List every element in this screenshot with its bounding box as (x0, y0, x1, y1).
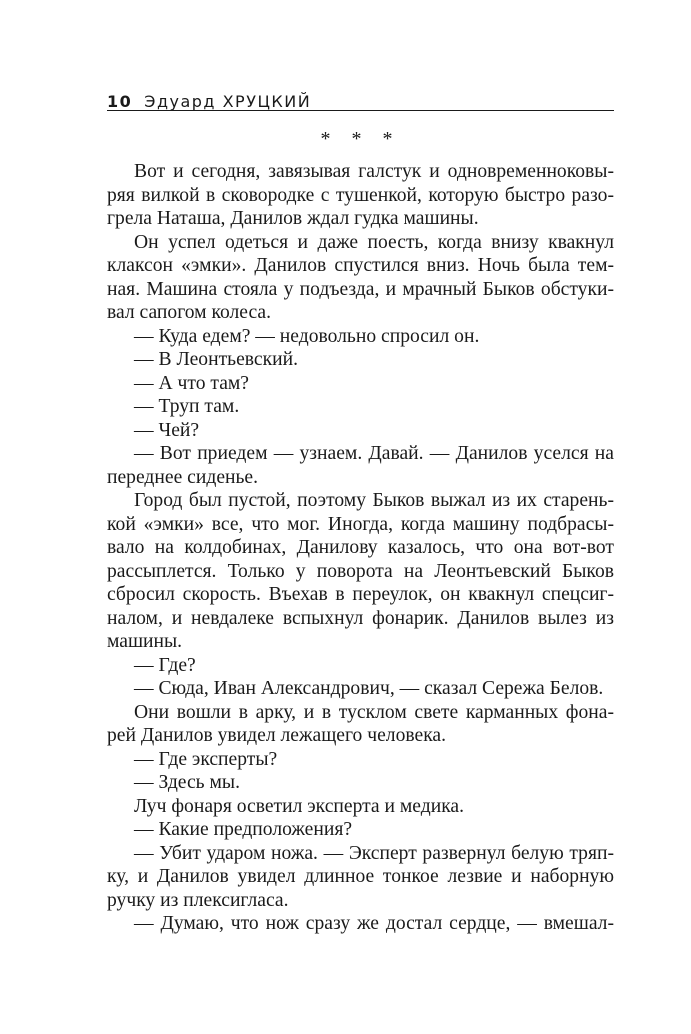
text-line: Луч фонаря осветил эксперта и медика. (134, 795, 465, 817)
text-line: Вот и сегодня, завязывая галстук и одновременноковы- (134, 161, 614, 182)
author-name: Эдуард ХРУЦКИЙ (144, 92, 312, 111)
text-line: Город был пустой, поэтому Быков выжал из их старень- (134, 490, 614, 511)
text-line: рассыплется. Только у поворота на Леонтьевский Быков (107, 560, 614, 582)
text-line: — Здесь мы. (134, 772, 240, 793)
text-line: рей Данилов увидел лежащего человека. (107, 725, 447, 746)
text-line: вал сапогом колеса. (107, 302, 272, 323)
body-text (107, 160, 614, 936)
text-line: — Где эксперты? (134, 748, 278, 770)
text-line: вало на колдобинах, Данилову казалось, что она вот-вот (107, 537, 614, 558)
text-line: Он успел одеться и даже поесть, когда внизу квакнул (134, 231, 614, 253)
section-separator: * * * (320, 128, 401, 150)
text-line: — Убит ударом ножа. — Эксперт развернул белую тряп- (134, 842, 614, 864)
text-line: клаксон «эмки». Данилов спустился вниз. Ночь была тем- (107, 255, 614, 276)
text-line: — Где? (134, 654, 196, 676)
text-line: — Думаю, что нож сразу же достал сердце, — вмешал- (134, 913, 614, 934)
text-line: — Сюда, Иван Александрович, — сказал Сережа Белов. (134, 678, 604, 699)
page-number: 10 (107, 92, 133, 111)
text-line: — Труп там. (134, 396, 240, 417)
text-line: переднее сиденье. (107, 466, 259, 488)
text-line: — Вот приедем — узнаем. Давай. — Данилов уселся на (134, 443, 614, 464)
text-line: — В Леонтьевский. (134, 349, 299, 370)
text-line: грела Наташа, Данилов ждал гудка машины. (107, 208, 479, 229)
text-line: налом, и невдалеке вспыхнул фонарик. Данилов вылез из (107, 607, 614, 629)
text-line: — Куда едем? — недовольно спросил он. (134, 325, 480, 347)
text-line: ная. Машина стояла у подъезда, и мрачный Быков обстуки- (107, 278, 614, 300)
text-line: ручку из плексигласа. (107, 889, 289, 911)
header-rule (107, 110, 614, 111)
text-line: — Чей? (134, 419, 200, 441)
text-line: сбросил скорость. Въехав в переулок, он квакнул спецсиг- (107, 584, 614, 605)
text-line: кой «эмки» все, что мог. Иногда, когда машину подбрасы- (107, 513, 614, 535)
text-line: машины. (107, 631, 183, 652)
text-line: — Какие предположения? (134, 819, 353, 840)
text-line: ку, и Данилов увидел длинное тонкое лезвие и наборную (107, 866, 614, 887)
text-line: — А что там? (134, 372, 249, 394)
text-line: ряя вилкой в сковородке с тушенкой, которую быстро разо- (107, 184, 614, 206)
text-line: Они вошли в арку, и в тусклом свете карманных фона- (134, 701, 614, 723)
